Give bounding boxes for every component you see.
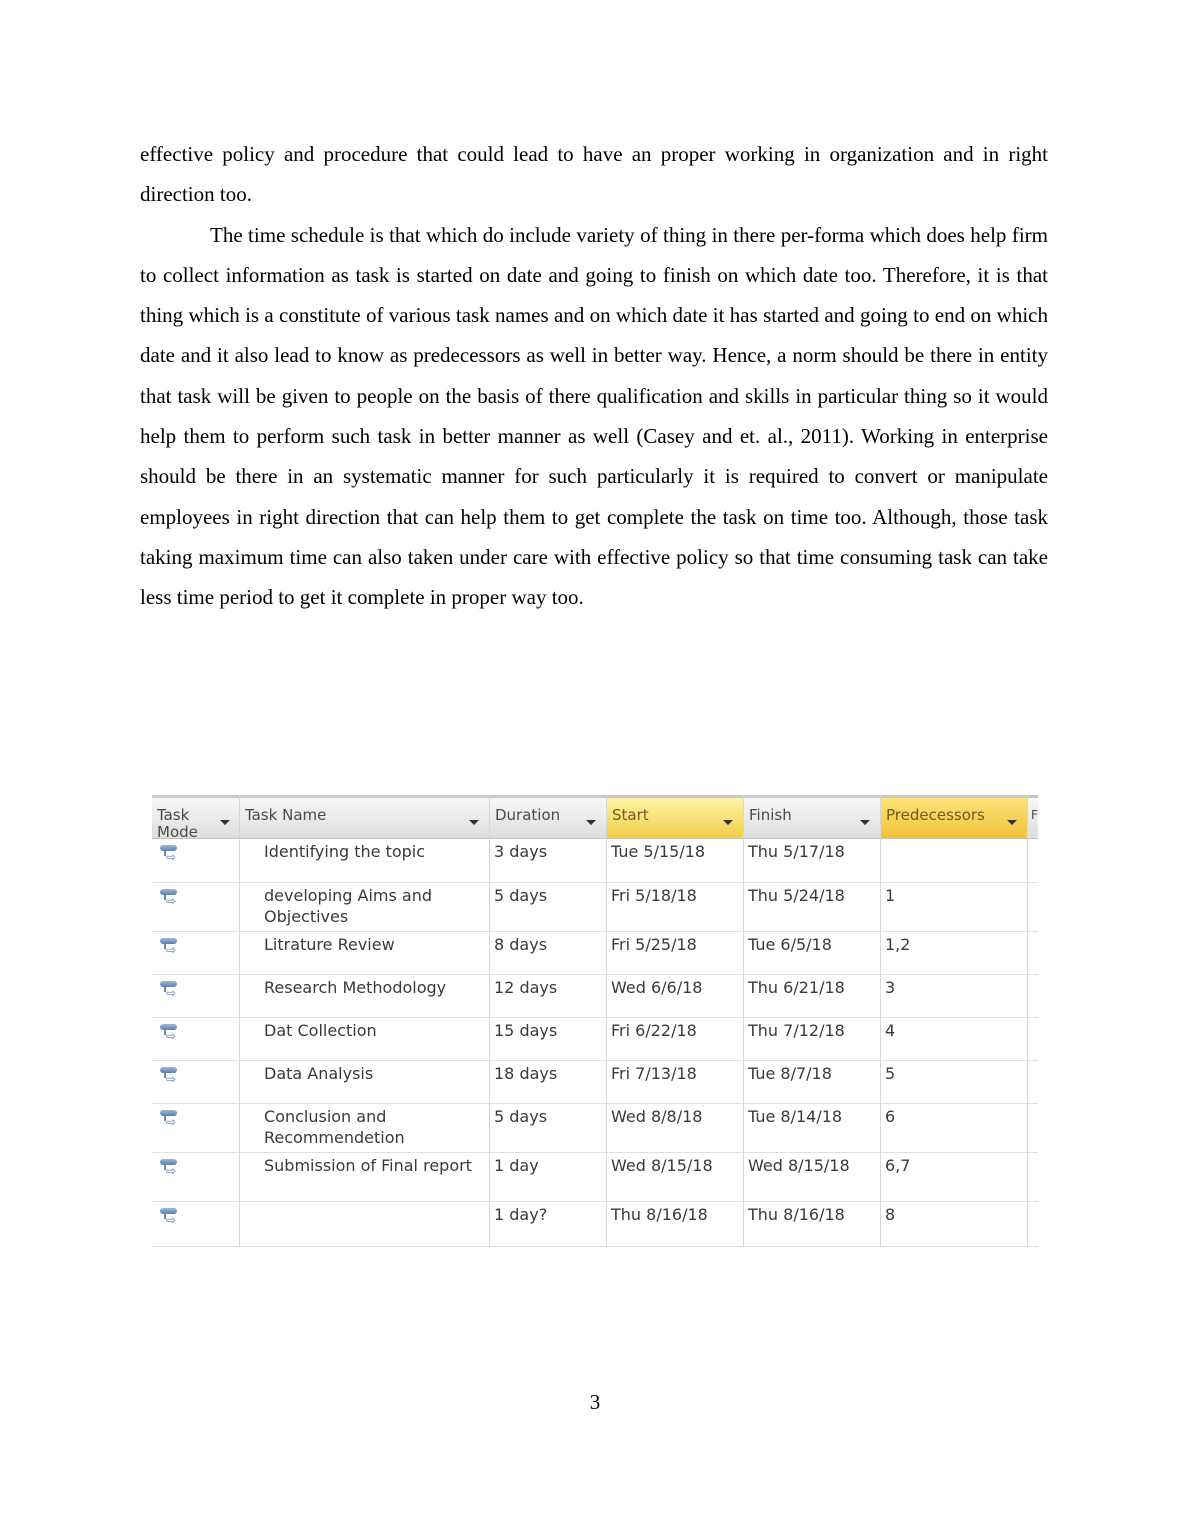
dropdown-arrow-icon[interactable] (1007, 820, 1017, 825)
cell-text-finish: Wed 8/15/18 (748, 1156, 850, 1175)
dropdown-arrow-icon[interactable] (220, 820, 230, 825)
table-cell[interactable] (152, 975, 239, 1018)
cell-text-predecessors: 1,2 (885, 935, 911, 954)
auto-scheduled-task-icon: ⇨ (158, 1159, 182, 1175)
cell-text-predecessors: 6,7 (885, 1156, 911, 1175)
col-start (607, 795, 744, 1247)
cell-text-finish: Thu 5/24/18 (748, 886, 845, 905)
table-cell[interactable] (744, 1061, 880, 1104)
header-predecessors-label: Predecessors (886, 806, 985, 824)
table-cell[interactable] (1028, 932, 1038, 975)
header-predecessors[interactable] (881, 795, 1027, 839)
cell-text-name: Conclusion and Recommendetion (264, 1107, 405, 1147)
table-cell[interactable] (744, 1202, 880, 1247)
table-cell[interactable] (1028, 839, 1038, 883)
cell-text-predecessors: 3 (885, 978, 896, 997)
table-cell[interactable] (1028, 975, 1038, 1018)
table-cell[interactable] (744, 932, 880, 975)
table-cell[interactable] (1028, 1018, 1038, 1061)
cell-text-predecessors: 4 (885, 1021, 896, 1040)
auto-scheduled-task-icon: ⇨ (158, 1024, 182, 1040)
page-number: 3 (589, 1390, 601, 1414)
table-cell[interactable] (152, 1061, 239, 1104)
table-cell[interactable] (744, 1104, 880, 1153)
table-cell[interactable] (490, 1061, 606, 1104)
table-cell[interactable] (881, 1202, 1027, 1247)
table-cell[interactable] (490, 839, 606, 883)
table-cell[interactable] (881, 1104, 1027, 1153)
header-task-name[interactable] (240, 795, 489, 839)
table-cell[interactable] (240, 975, 489, 1018)
table-cell[interactable] (744, 883, 880, 932)
cell-text-predecessors: 5 (885, 1064, 896, 1083)
cell-text-name: Data Analysis (264, 1064, 374, 1083)
table-cell[interactable] (490, 932, 606, 975)
cell-text-start: Tue 5/15/18 (611, 842, 706, 861)
cell-text-name: Litrature Review (264, 935, 395, 954)
table-cell[interactable] (240, 1153, 489, 1202)
table-cell[interactable] (240, 883, 489, 932)
cell-text-start: Wed 6/6/18 (611, 978, 703, 997)
col-task-name (240, 795, 490, 1247)
body-text (140, 134, 1048, 618)
table-cell[interactable] (490, 1153, 606, 1202)
table-cell[interactable] (881, 1153, 1027, 1202)
table-cell[interactable] (607, 1202, 743, 1247)
table-cell[interactable] (744, 1153, 880, 1202)
table-cell[interactable] (240, 1061, 489, 1104)
cell-text-duration: 1 day (494, 1156, 539, 1175)
table-cell[interactable] (607, 883, 743, 932)
table-cell[interactable] (490, 1104, 606, 1153)
header-next-partial-label: F (1031, 808, 1038, 822)
table-cell[interactable] (1028, 1153, 1038, 1202)
cell-text-finish: Thu 5/17/18 (748, 842, 845, 861)
table-cell[interactable] (607, 839, 743, 883)
header-finish-label: Finish (749, 806, 792, 824)
cell-text-duration: 3 days (494, 842, 548, 861)
table-cell[interactable] (744, 1018, 880, 1061)
dropdown-arrow-icon[interactable] (586, 820, 596, 825)
cell-text-finish: Tue 8/7/18 (748, 1064, 832, 1083)
cell-text-predecessors: 1 (885, 886, 896, 905)
cell-text-start: Fri 5/18/18 (611, 886, 697, 905)
auto-scheduled-task-icon: ⇨ (158, 845, 182, 861)
col-next-partial (1028, 795, 1038, 1247)
header-start-label: Start (612, 806, 649, 824)
header-start[interactable] (607, 795, 743, 839)
auto-scheduled-task-icon: ⇨ (158, 889, 182, 905)
table-cell[interactable] (607, 1061, 743, 1104)
table-cell[interactable] (240, 839, 489, 883)
table-cell[interactable] (881, 975, 1027, 1018)
cell-text-duration: 5 days (494, 886, 548, 905)
table-cell[interactable] (744, 839, 880, 883)
cell-text-duration: 5 days (494, 1107, 548, 1126)
dropdown-arrow-icon[interactable] (723, 820, 733, 825)
table-cell[interactable] (607, 1018, 743, 1061)
paragraph-1: effective policy and procedure that could lead to have an proper working in organization and in right direction too. (140, 142, 1048, 207)
dropdown-arrow-icon[interactable] (469, 820, 479, 825)
cell-text-start: Wed 8/15/18 (611, 1156, 713, 1175)
table-cell[interactable] (490, 975, 606, 1018)
table-cell[interactable] (881, 1018, 1027, 1061)
table-cell[interactable] (152, 1202, 239, 1247)
table-cell[interactable] (240, 1202, 489, 1247)
cell-text-start: Fri 7/13/18 (611, 1064, 697, 1083)
dropdown-arrow-icon[interactable] (860, 820, 870, 825)
col-task-mode (152, 795, 240, 1247)
table-cell[interactable] (881, 932, 1027, 975)
cell-text-start: Fri 5/25/18 (611, 935, 697, 954)
cell-text-predecessors: 8 (885, 1205, 896, 1224)
table-cell[interactable] (881, 1061, 1027, 1104)
header-task-name-label: Task Name (245, 806, 327, 824)
table-cell[interactable] (152, 839, 239, 883)
cell-text-name: Research Methodology (264, 978, 447, 997)
cell-text-finish: Thu 8/16/18 (748, 1205, 845, 1224)
auto-scheduled-task-icon: ⇨ (158, 1067, 182, 1083)
table-cell[interactable] (1028, 1104, 1038, 1153)
auto-scheduled-task-icon: ⇨ (158, 981, 182, 997)
table-cell[interactable] (1028, 1061, 1038, 1104)
col-finish (744, 795, 881, 1247)
table-cell[interactable] (1028, 1202, 1038, 1247)
header-duration-label: Duration (495, 806, 561, 824)
auto-scheduled-task-icon: ⇨ (158, 1110, 182, 1126)
cell-text-finish: Tue 6/5/18 (748, 935, 832, 954)
cell-text-name: developing Aims and Objectives (264, 886, 433, 926)
paragraph-2: The time schedule is that which do include variety of thing in there per-forma which does help firm to collect information as task is started on date and going to finish on which date too. Therefore, it is that thing which is a constitute of various task names and on which date it has started and going to end on which date and it also lead to know as predecessors as well in better way. Hence, a norm should be there in entity that task will be given to people on the basis of there qualification and skills in particular thing so it would help them to perform such task in better manner as well (Casey and et. al., 2011). Working in enterprise should be there in an systematic manner for such particularly it is required to convert or manipulate employees in right direction that can help them to get complete the task on time too. Although, those task taking maximum time can also taken under care with effective policy so that time consuming task can take less time period to get it complete in proper way too. (140, 222, 1048, 610)
table-cell[interactable] (490, 1202, 606, 1247)
header-task-mode-label: Task Mode (157, 806, 198, 841)
table-cell[interactable] (881, 839, 1027, 883)
cell-text-finish: Tue 8/14/18 (748, 1107, 843, 1126)
header-next-partial[interactable] (1028, 795, 1038, 839)
cell-text-name: Submission of Final report (264, 1156, 472, 1175)
table-cell[interactable] (881, 883, 1027, 932)
gantt-table (152, 795, 1038, 1247)
col-predecessors (881, 795, 1028, 1247)
table-cell[interactable] (607, 975, 743, 1018)
cell-text-duration: 12 days (494, 978, 558, 997)
col-duration (490, 795, 607, 1247)
cell-text-duration: 8 days (494, 935, 548, 954)
table-cell[interactable] (744, 975, 880, 1018)
table-cell[interactable] (607, 1104, 743, 1153)
cell-text-duration: 15 days (494, 1021, 558, 1040)
table-cell[interactable] (152, 932, 239, 975)
cell-text-start: Wed 8/8/18 (611, 1107, 703, 1126)
table-cell[interactable] (490, 1018, 606, 1061)
table-cell[interactable] (240, 932, 489, 975)
table-cell[interactable] (607, 932, 743, 975)
cell-text-predecessors: 6 (885, 1107, 896, 1126)
header-finish[interactable] (744, 795, 880, 839)
cell-text-duration: 1 day? (494, 1205, 548, 1224)
table-cell[interactable] (152, 1153, 239, 1202)
cell-text-name: Dat Collection (264, 1021, 377, 1040)
cell-text-start: Fri 6/22/18 (611, 1021, 697, 1040)
cell-text-finish: Thu 7/12/18 (748, 1021, 845, 1040)
cell-text-finish: Thu 6/21/18 (748, 978, 845, 997)
table-cell[interactable] (240, 1104, 489, 1153)
auto-scheduled-task-icon: ⇨ (158, 1208, 182, 1224)
table-cell[interactable] (152, 1018, 239, 1061)
auto-scheduled-task-icon: ⇨ (158, 938, 182, 954)
cell-text-duration: 18 days (494, 1064, 558, 1083)
table-cell[interactable] (490, 883, 606, 932)
table-cell[interactable] (607, 1153, 743, 1202)
table-cell[interactable] (1028, 883, 1038, 932)
cell-text-start: Thu 8/16/18 (611, 1205, 708, 1224)
table-cell[interactable] (152, 1104, 239, 1153)
table-cell[interactable] (240, 1018, 489, 1061)
cell-text-name: Identifying the topic (264, 842, 426, 861)
header-duration[interactable] (490, 795, 606, 839)
table-cell[interactable] (152, 883, 239, 932)
header-task-mode[interactable] (152, 795, 239, 839)
